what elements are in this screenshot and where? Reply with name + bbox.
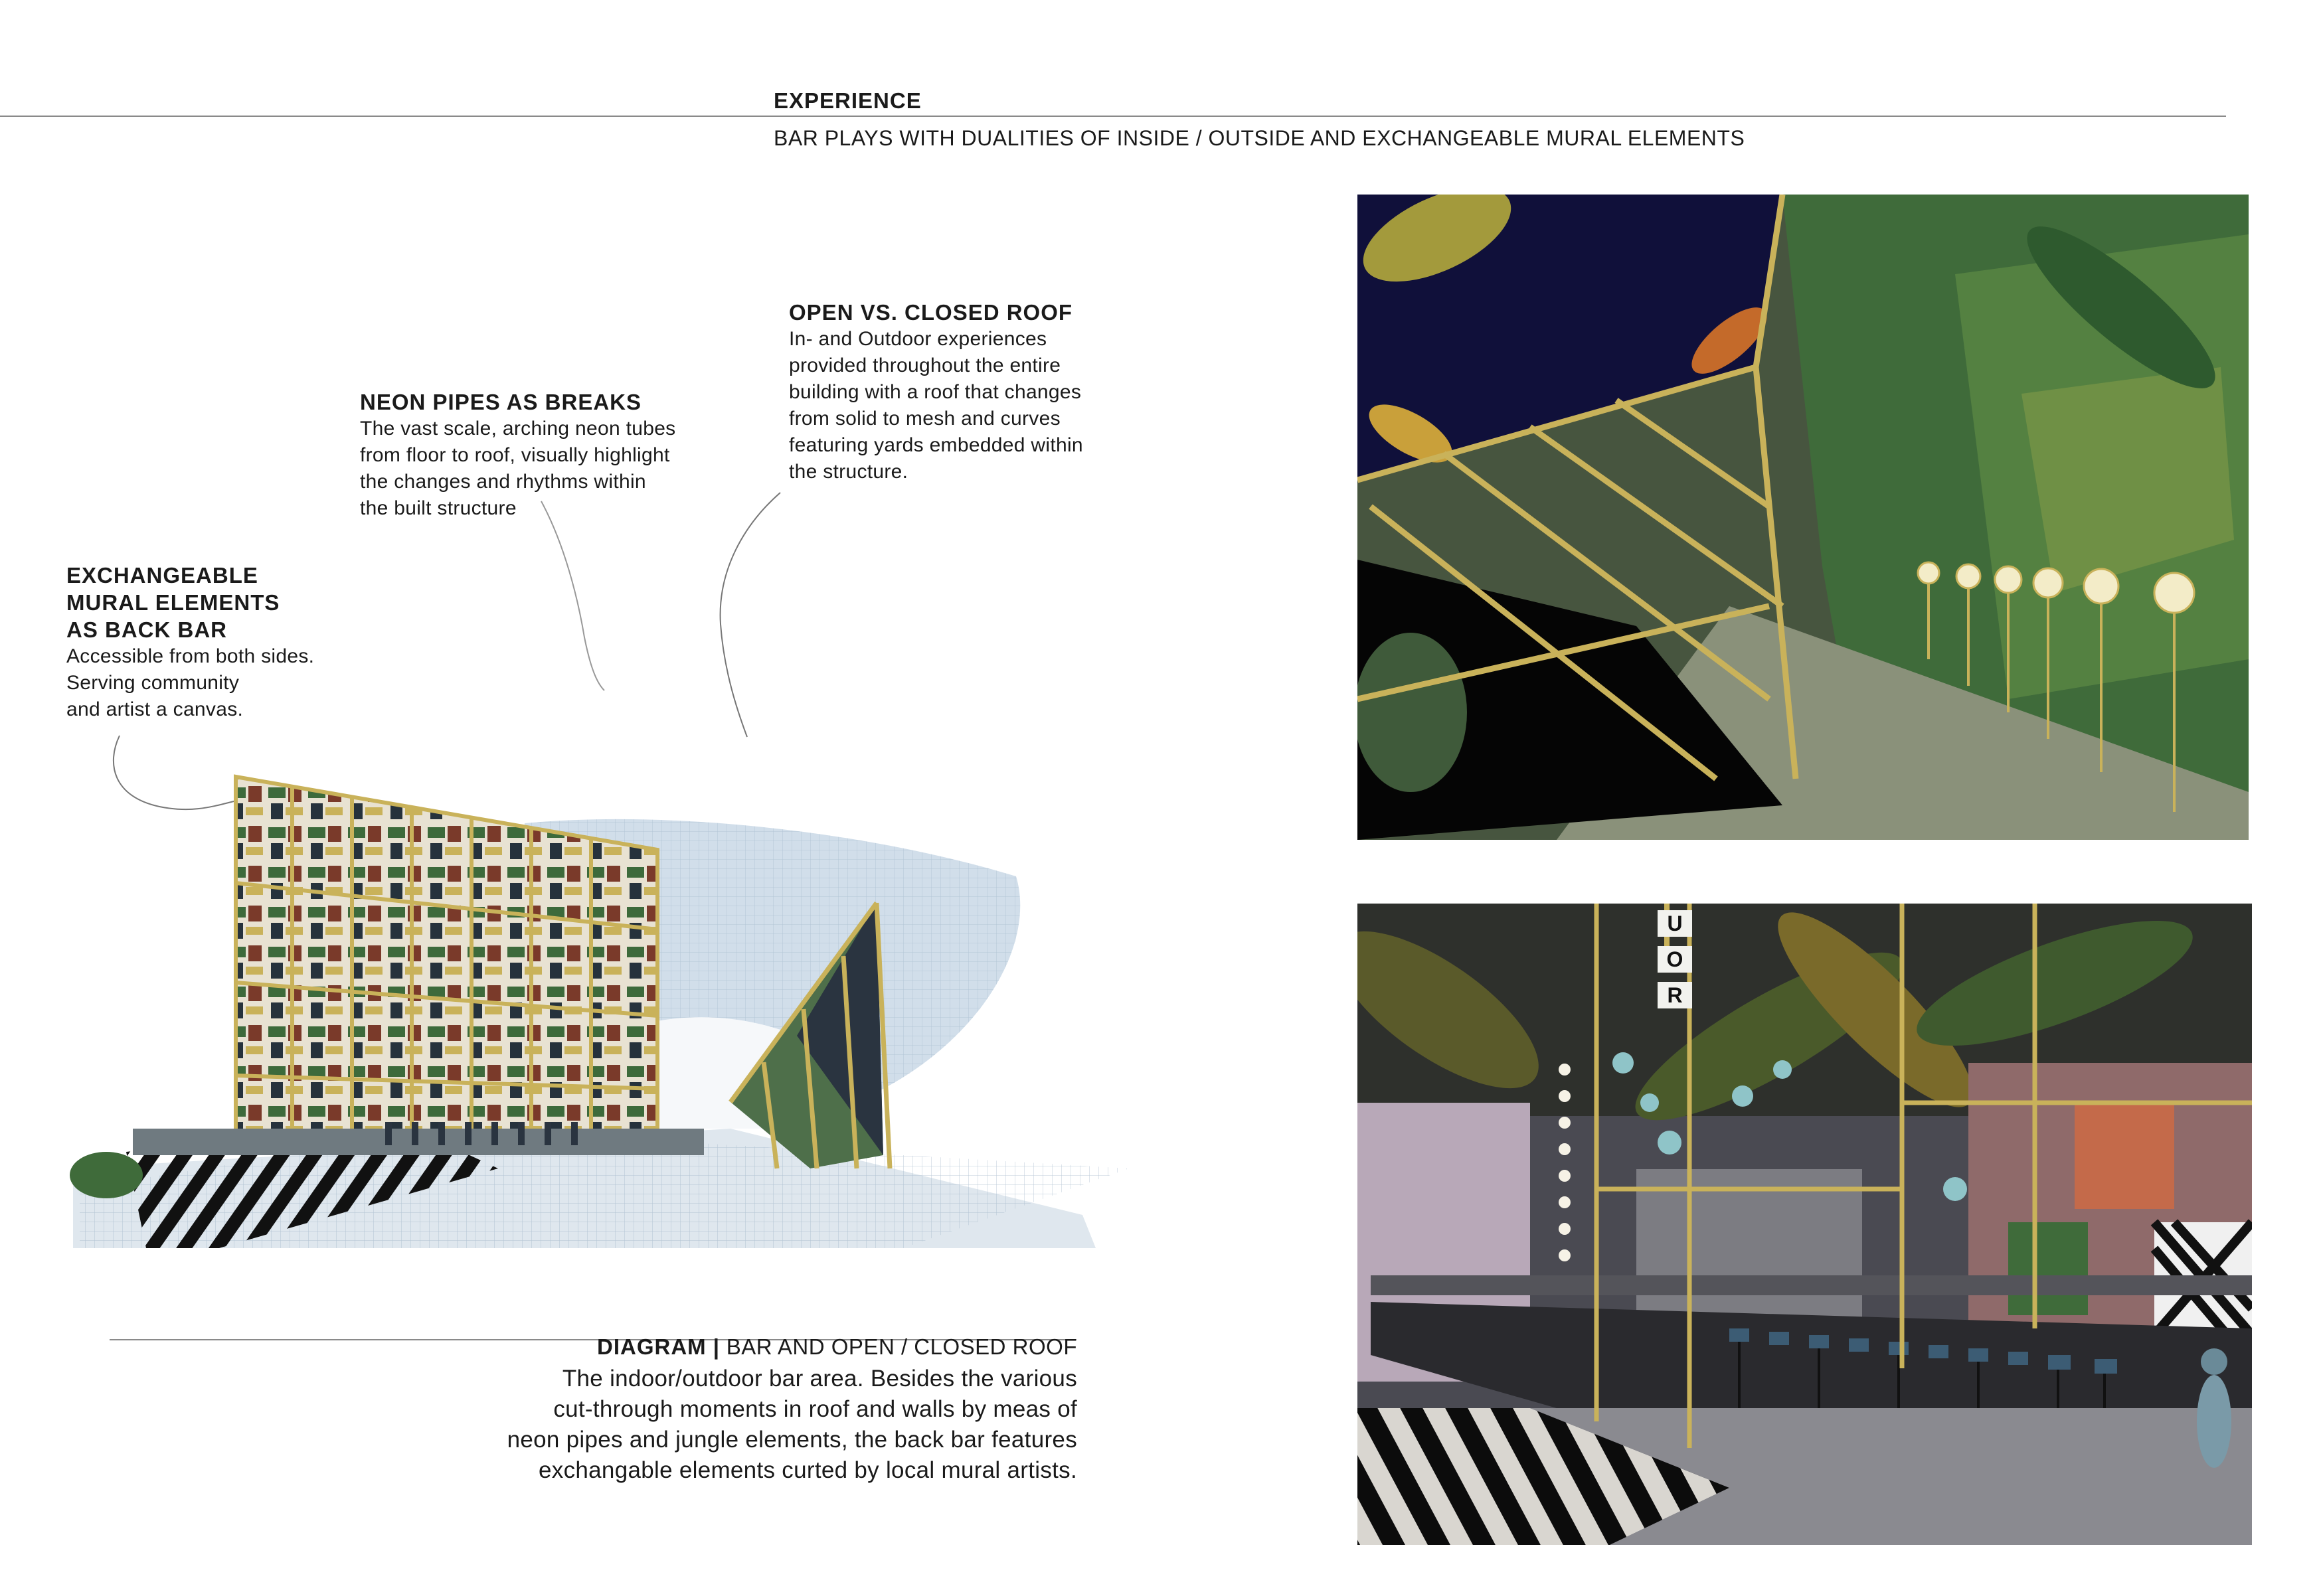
description-line: cut-through moments in roof and walls by meas of <box>553 1396 1077 1422</box>
annotation-line: building with a roof that changes <box>789 381 1082 403</box>
diagram-caption <box>584 1309 1077 1360</box>
render-top <box>1357 195 2249 840</box>
annotation-line: the structure. <box>789 461 908 483</box>
annotation-title-line: AS BACK BAR <box>66 617 227 642</box>
page-subtitle: BAR PLAYS WITH DUALITIES OF INSIDE / OUTSIDE AND EXCHANGEABLE MURAL ELEMENTS <box>774 126 1745 150</box>
annotation-roof-title: OPEN VS. CLOSED ROOF <box>789 300 1073 325</box>
annotation-neon-title: NEON PIPES AS BREAKS <box>360 390 642 414</box>
annotation-line: the built structure <box>360 497 517 519</box>
description-line: The indoor/outdoor bar area. Besides the various <box>562 1366 1077 1392</box>
sign-letter: R <box>1658 982 1692 1008</box>
description-line: exchangable elements curted by local mural artists. <box>539 1457 1077 1483</box>
annotation-line: from floor to roof, visually highlight <box>360 444 670 466</box>
render-bottom <box>1357 904 2252 1545</box>
render-top-art <box>1357 195 2249 840</box>
annotation-line: In- and Outdoor experiences <box>789 328 1047 350</box>
annotation-title-line: MURAL ELEMENTS <box>66 590 280 615</box>
render-sign <box>1658 904 1692 1008</box>
sign-letter: O <box>1658 946 1692 973</box>
annotation-line: from solid to mesh and curves <box>789 408 1061 430</box>
annotation-title-line: EXCHANGEABLE <box>66 563 258 588</box>
sign-letter: U <box>1658 910 1692 937</box>
annotation-line: provided throughout the entire <box>789 355 1061 376</box>
annotation-line: The vast scale, arching neon tubes <box>360 418 676 439</box>
annotation-line: Serving community <box>66 672 240 694</box>
annotation-line: featuring yards embedded within <box>789 434 1083 456</box>
description-line: neon pipes and jungle elements, the back bar features <box>507 1427 1077 1453</box>
diagram-caption-rest: BAR AND OPEN / CLOSED ROOF <box>720 1334 1077 1359</box>
diagram-illustration <box>66 664 1129 1248</box>
annotation-line: and artist a canvas. <box>66 698 244 720</box>
annotation-line: the changes and rhythms within <box>360 471 646 493</box>
annotation-line: Accessible from both sides. <box>66 645 315 667</box>
diagram-description <box>413 1364 1077 1486</box>
diagram-caption-bold: DIAGRAM | <box>596 1334 721 1359</box>
render-bottom-art <box>1357 904 2252 1545</box>
page-title: EXPERIENCE <box>774 88 922 113</box>
